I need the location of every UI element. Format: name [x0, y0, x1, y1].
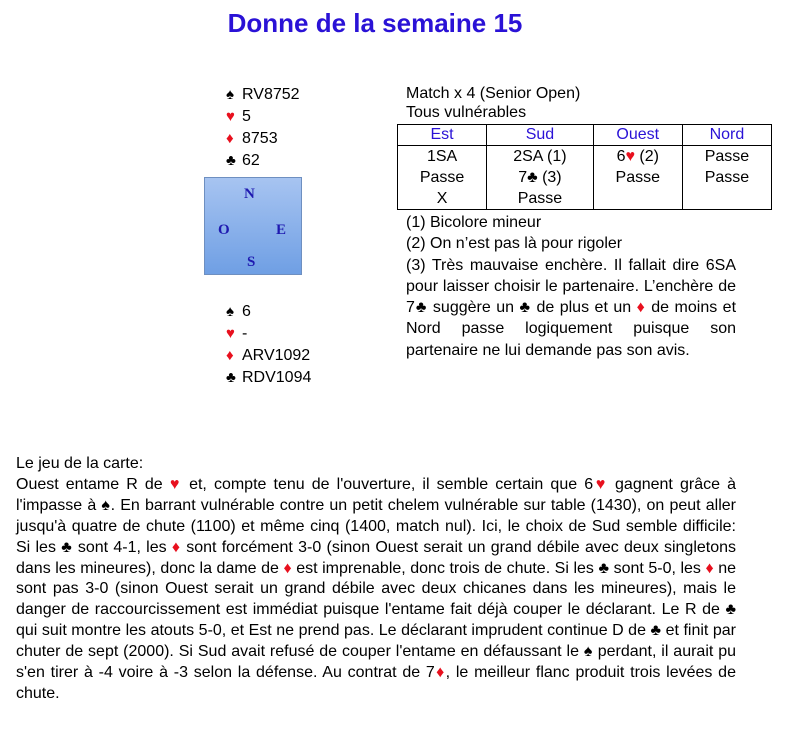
compass-east: E [276, 222, 287, 238]
diamond-icon: ♦ [434, 664, 446, 682]
bid: 6♥ (2) [616, 148, 659, 165]
south-spades: 6 [242, 303, 251, 320]
heart-icon: ♥ [169, 475, 182, 493]
club-icon: ♣ [650, 622, 662, 640]
club-icon: ♣ [226, 152, 236, 169]
play-heading: Le jeu de la carte: [16, 455, 144, 472]
diamond-icon: ♦ [636, 299, 646, 317]
spade-icon: ♠ [226, 303, 234, 320]
club-icon: ♣ [527, 169, 538, 186]
bid: Passe [704, 148, 750, 165]
compass-west: O [218, 222, 230, 238]
compass-north: N [244, 186, 255, 202]
compass-box [204, 177, 302, 275]
header-est: Est [398, 125, 487, 146]
diamond-icon: ♦ [226, 347, 234, 364]
spade-icon: ♠ [101, 496, 111, 514]
header-sud: Sud [487, 125, 594, 146]
south-diamonds: ARV1092 [242, 347, 311, 364]
note-2: (2) On n’est pas là pour rigoler [406, 235, 623, 253]
heart-icon: ♥ [625, 148, 635, 165]
bid: Passe [517, 190, 563, 207]
bid: Passe [419, 169, 465, 186]
note-1: (1) Bicolore mineur [406, 214, 542, 231]
south-hearts: - [242, 325, 248, 342]
club-icon: ♣ [226, 369, 236, 386]
diamond-icon: ♦ [283, 559, 292, 577]
header-nord: Nord [682, 125, 771, 146]
north-hearts: 5 [242, 108, 251, 125]
diamond-icon: ♦ [226, 130, 234, 147]
club-icon: ♣ [414, 299, 428, 317]
bid: 2SA (1) [513, 148, 567, 165]
bidding-table [397, 124, 772, 210]
bid: 1SA [426, 148, 458, 165]
bids-ouest [593, 146, 682, 210]
bid: Passe [704, 169, 750, 186]
bid: 7♣ (3) [518, 169, 562, 186]
club-icon: ♣ [61, 538, 73, 556]
spade-icon: ♠ [226, 86, 234, 103]
club-icon: ♣ [598, 559, 610, 577]
vulnerability-label: Tous vulnérables [406, 104, 527, 121]
north-diamonds: 8753 [242, 130, 278, 147]
page-title: Donne de la semaine 15 [227, 8, 523, 38]
north-clubs: 62 [242, 152, 260, 169]
note-3: (3) Très mauvaise enchère. Il fallait dire 6SA pour laisser choisir le partenaire. L’enchère de 7♣ suggère un ♣ de plus et un ♦ de moins et Nord passe logiquement puisque son partenaire ne lui demande pas son avis. [406, 256, 737, 359]
match-label: Match x 4 (Senior Open) [406, 85, 581, 102]
north-spades: RV8752 [242, 86, 300, 103]
south-hand [226, 301, 311, 389]
bids-sud [487, 146, 594, 210]
heart-icon: ♥ [226, 108, 235, 125]
match-info [406, 84, 580, 122]
heart-icon: ♥ [593, 475, 608, 493]
compass-south: S [247, 254, 256, 270]
bid: X [436, 190, 448, 207]
club-icon: ♣ [519, 299, 531, 317]
diamond-icon: ♦ [705, 559, 714, 577]
north-hand [226, 84, 300, 172]
south-clubs: RDV1094 [242, 369, 312, 386]
diamond-icon: ♦ [171, 538, 181, 556]
bidding-notes [406, 212, 736, 361]
bid: Passe [615, 169, 660, 186]
bids-est [398, 146, 487, 210]
header-ouest: Ouest [593, 125, 682, 146]
club-icon: ♣ [725, 601, 736, 619]
spade-icon: ♠ [583, 643, 593, 661]
play-text: Ouest entame R de ♥ et, compte tenu de l'ouverture, il semble certain que 6♥ gagnent grâce à l'impasse à ♠. En barrant vulnérable contre un petit chelem vulnérable sur table (1430), on peut aller jusqu'à quatre de chute (1100) et même cinq (1400, match nul). Ici, le choix de Sud semble difficile: Si les ♣ sont 4-1, les ♦ sont forcément 3-0 (sinon Ouest serait un grand débile avec deux singletons dans les mineures), donc la dame de ♦ est imprenable, donc trois de chute. Si les ♣ sont 5-0, les ♦ ne sont pas 3-0 (sinon Ouest serait un grand débile avec deux chicanes dans les mineures), mais le danger de raccourcissement est immédiat puisque l'entame fait déjà couper le déclarant. Le R de ♣ qui suit montre les atouts 5-0, et Est ne prend pas. Le déclarant imprudent continue D de ♣ et finit par chuter de sept (2000). Si Sud avait refusé de couper l'entame en défaussant le ♠ perdant, il aurait pu s'en tirer à -4 voire à -3 selon la défense. Au contrat de 7♦, le meilleur flanc produit trois levées de chute. [16, 475, 737, 702]
bids-nord [682, 146, 771, 210]
play-section [16, 454, 736, 705]
heart-icon: ♥ [226, 325, 235, 342]
